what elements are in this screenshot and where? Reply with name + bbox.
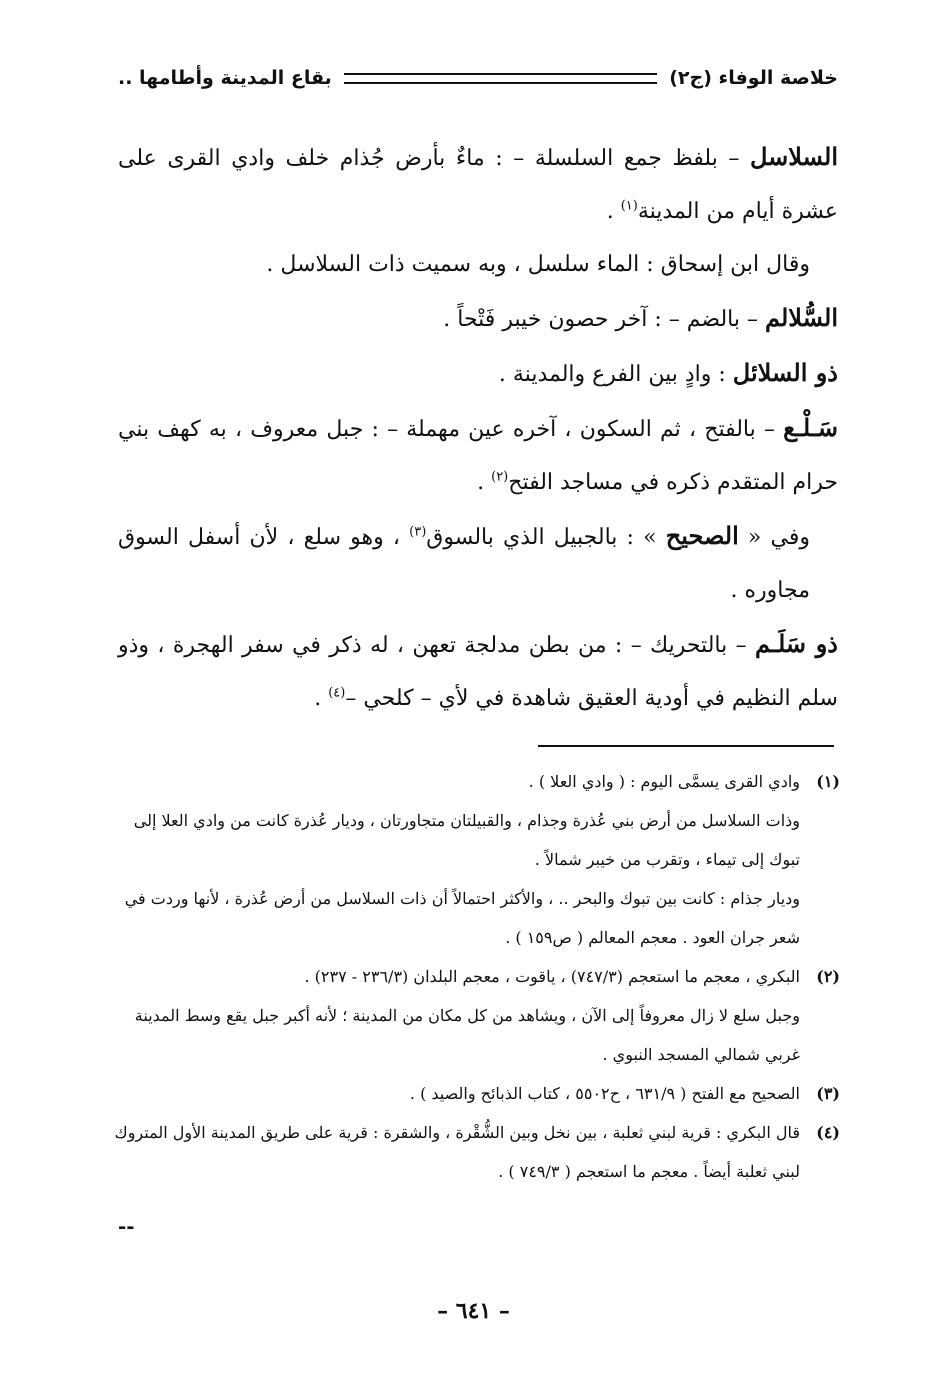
- footnote-number: (٤): [816, 1123, 840, 1142]
- paragraph: [118, 401, 838, 509]
- paragraph: [118, 291, 838, 346]
- footnote: [110, 1074, 840, 1113]
- footnote-line: وذات السلاسل من أرض بني عُذرة وجذام ، والقبيلتان متجاورتان ، وديار عُذرة كانت من وادي العلا إلى تبوك إلى تيماء ، وتقرب من خيبر شمالاً .: [133, 811, 800, 869]
- footnote-ref[interactable]: (١): [620, 198, 638, 214]
- paragraph-text: : وادٍ بين الفرع والمدينة .: [498, 362, 733, 387]
- paragraph-text: – بالفتح ، ثم السكون ، آخره عين مهملة – : جبل معروف ، به كهف بني حرام المتقدم ذكره في مساجد الفتح: [118, 417, 838, 495]
- paragraph-text: » : بالجبيل الذي بالسوق: [426, 525, 666, 550]
- entry-keyword: الصحيح: [665, 521, 739, 550]
- footnote-ref[interactable]: (٢): [491, 469, 509, 485]
- footnote-continuation: [110, 996, 840, 1074]
- paragraph: [118, 509, 838, 617]
- entry-keyword: السلاسل: [750, 142, 838, 171]
- footnote-line: الصحيح مع الفتح ( ٦٣١/٩ ، ح٥٥٠٢ ، كتاب الذبائح والصيد ) .: [409, 1084, 800, 1103]
- footnotes: [110, 762, 840, 1191]
- footnote: [110, 957, 840, 996]
- paragraph-tail: .: [606, 199, 621, 224]
- footnote-continuation: [110, 801, 840, 957]
- footnote-number: (٣): [816, 1084, 840, 1103]
- footnote-line: وادي القرى يسمَّى اليوم : ( وادي العلا ) .: [528, 772, 800, 791]
- main-text: [118, 130, 838, 725]
- paragraph: [118, 346, 838, 401]
- footnote-ref[interactable]: (٣): [409, 524, 427, 540]
- footnote-separator: [538, 745, 834, 747]
- footnote-line: وديار جذام : كانت بين تبوك والبحر .. ، والأكثر احتمالاً أن ذات السلاسل من أرض عُذرة ، لأنها وردت في شعر جران العود . معجم المعالم ( ص١٥٩ ) .: [124, 889, 800, 947]
- page-number: – ٦٤١ –: [437, 1298, 510, 1324]
- footnote-line: البكري ، معجم ما استعجم (٧٤٧/٣) ، ياقوت ، معجم البلدان (٢٣٦/٣ - ٢٣٧) .: [304, 967, 800, 986]
- paragraph-text: – بالتحريك – : من بطن مدلجة تعهن ، له ذكر في سفر الهجرة ، وذو سلم النظيم في أودية العقيق شاهدة في لأي – كلحي –: [118, 633, 838, 711]
- paragraph-text: وقال ابن إسحاق : الماء سلسل ، وبه سميت ذات السلاسل .: [266, 252, 810, 277]
- entry-keyword: ذو السلائل: [732, 358, 838, 387]
- footnote-line: قال البكري : قرية لبني ثعلبة ، بين نخل وبين الشُّقْرة ، والشقرة : قرية على طريق المدينة الأول المتروك لبني ثعلبة أيضاً . معجم ما استعجم ( ٧٤٩/٣ ) .: [114, 1123, 800, 1181]
- paragraph: [118, 130, 838, 238]
- paragraph-text: – بالضم – : آخر حصون خيبر فَتْحاً .: [443, 307, 765, 332]
- paragraph-tail: .: [477, 470, 492, 495]
- book-title: خلاصة الوفاء (ج٢): [669, 67, 838, 89]
- entry-keyword: ذو سَلَـم: [754, 629, 838, 658]
- paragraph-tail: ، وهو سلع ، لأن أسفل السوق مجاوره .: [118, 525, 810, 603]
- running-header: [118, 58, 838, 98]
- paragraph-tail: .: [314, 686, 329, 711]
- paragraph-text: – بلفظ جمع السلسلة – : ماءٌ بأرض جُذام خلف وادي القرى على عشرة أيام من المدينة: [118, 146, 838, 224]
- paragraph: [118, 238, 838, 291]
- footnote: [110, 1113, 840, 1191]
- end-mark: --: [118, 1214, 135, 1238]
- footnote-ref[interactable]: (٤): [328, 685, 346, 701]
- footnote-number: (١): [816, 772, 840, 791]
- paragraph: [118, 617, 838, 725]
- entry-keyword: السُّلالم: [765, 303, 838, 332]
- footnote-number: (٢): [816, 967, 840, 986]
- header-rule: [344, 73, 657, 84]
- footnote: [110, 762, 840, 801]
- section-title: بقاع المدينة وأطامها ..: [118, 67, 332, 89]
- entry-keyword: سَـلْـع: [783, 413, 838, 442]
- footnote-line: وجبل سلع لا زال معروفاً إلى الآن ، ويشاهد من كل مكان من المدينة ؛ لأنه أكبر جبل يقع وسط المدينة غربي شمالي المسجد النبوي .: [134, 1006, 800, 1064]
- paragraph-pre: وفي «: [738, 525, 810, 550]
